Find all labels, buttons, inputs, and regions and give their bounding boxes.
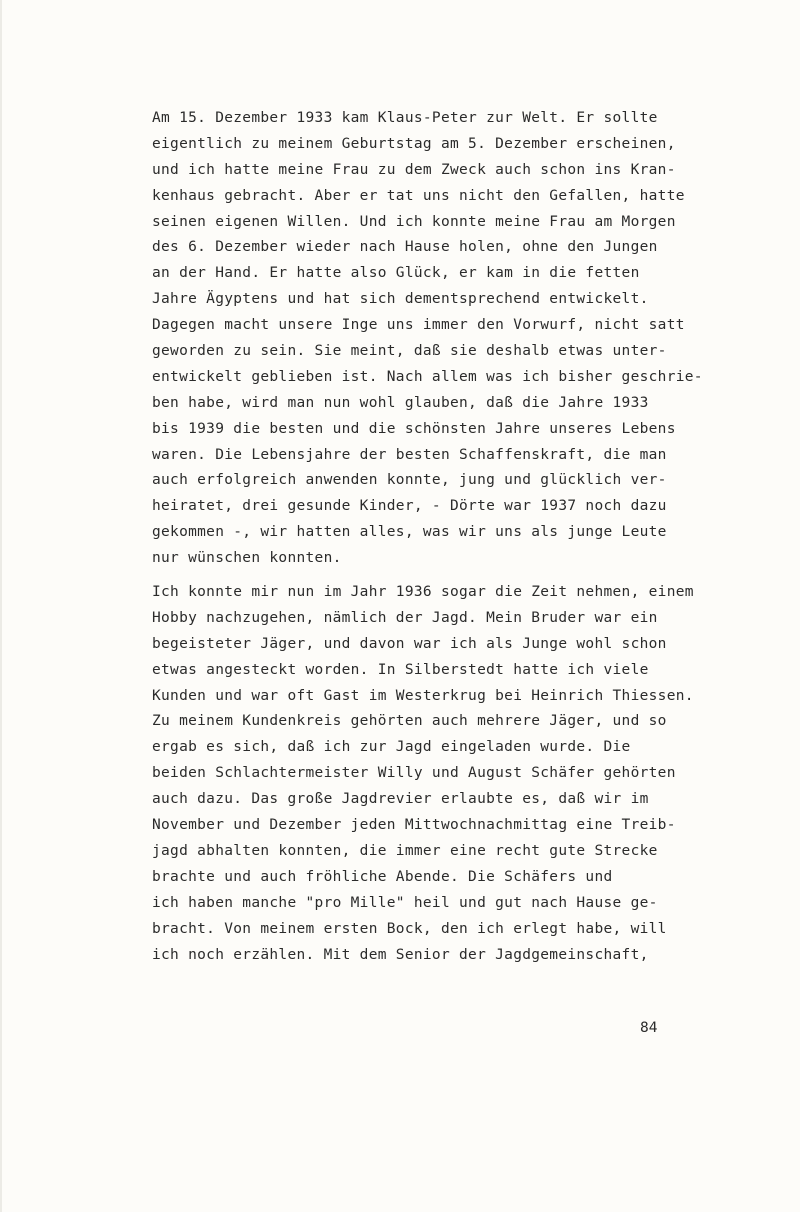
text-line: Kunden und war oft Gast im Westerkrug bei Heinrich Thiessen.: [152, 687, 694, 704]
text-line: auch erfolgreich anwenden konnte, jung und glücklich ver-: [152, 472, 667, 489]
text-line: ich noch erzählen. Mit dem Senior der Jagdgemeinschaft,: [152, 946, 649, 963]
body-text: [152, 106, 792, 968]
paragraph-2: [152, 580, 792, 968]
text-line: heiratet, drei gesunde Kinder, - Dörte war 1937 noch dazu: [152, 498, 667, 515]
text-line: geworden zu sein. Sie meint, daß sie deshalb etwas unter-: [152, 343, 667, 360]
text-line: eigentlich zu meinem Geburtstag am 5. Dezember erscheinen,: [152, 135, 676, 152]
text-line: bis 1939 die besten und die schönsten Jahre unseres Lebens: [152, 420, 676, 437]
text-line: und ich hatte meine Frau zu dem Zweck auch schon ins Kran-: [152, 161, 676, 178]
text-line: des 6. Dezember wieder nach Hause holen, ohne den Jungen: [152, 239, 658, 256]
text-line: brachte und auch fröhliche Abende. Die Schäfers und: [152, 868, 613, 885]
text-line: jagd abhalten konnten, die immer eine recht gute Strecke: [152, 842, 658, 859]
text-line: begeisteter Jäger, und davon war ich als Junge wohl schon: [152, 635, 667, 652]
text-line: entwickelt geblieben ist. Nach allem was ich bisher geschrie-: [152, 368, 703, 385]
text-line: Ich konnte mir nun im Jahr 1936 sogar die Zeit nehmen, einem: [152, 584, 694, 601]
text-line: ich haben manche "pro Mille" heil und gut nach Hause ge-: [152, 894, 658, 911]
text-line: waren. Die Lebensjahre der besten Schaffenskraft, die man: [152, 446, 667, 463]
text-line: auch dazu. Das große Jagdrevier erlaubte es, daß wir im: [152, 791, 649, 808]
text-line: gekommen -, wir hatten alles, was wir uns als junge Leute: [152, 524, 667, 541]
text-line: Hobby nachzugehen, nämlich der Jagd. Mein Bruder war ein: [152, 609, 658, 626]
text-line: November und Dezember jeden Mittwochnachmittag eine Treib-: [152, 817, 676, 834]
text-line: seinen eigenen Willen. Und ich konnte meine Frau am Morgen: [152, 213, 676, 230]
text-line: an der Hand. Er hatte also Glück, er kam in die fetten: [152, 265, 640, 282]
text-line: Dagegen macht unsere Inge uns immer den Vorwurf, nicht satt: [152, 317, 685, 334]
text-line: nur wünschen konnten.: [152, 550, 342, 567]
text-line: kenhaus gebracht. Aber er tat uns nicht den Gefallen, hatte: [152, 187, 685, 204]
text-line: ergab es sich, daß ich zur Jagd eingeladen wurde. Die: [152, 739, 631, 756]
paragraph-1: [152, 106, 792, 572]
text-line: bracht. Von meinem ersten Bock, den ich erlegt habe, will: [152, 920, 667, 937]
text-line: beiden Schlachtermeister Willy und August Schäfer gehörten: [152, 765, 676, 782]
page-edge-shadow: [0, 0, 2, 1212]
text-line: Zu meinem Kundenkreis gehörten auch mehrere Jäger, und so: [152, 713, 667, 730]
text-line: etwas angesteckt worden. In Silberstedt hatte ich viele: [152, 661, 649, 678]
text-line: Jahre Ägyptens und hat sich dementsprechend entwickelt.: [152, 291, 649, 308]
page-number: 84: [640, 1020, 658, 1036]
text-line: ben habe, wird man nun wohl glauben, daß die Jahre 1933: [152, 394, 649, 411]
text-line: Am 15. Dezember 1933 kam Klaus-Peter zur Welt. Er sollte: [152, 110, 658, 126]
